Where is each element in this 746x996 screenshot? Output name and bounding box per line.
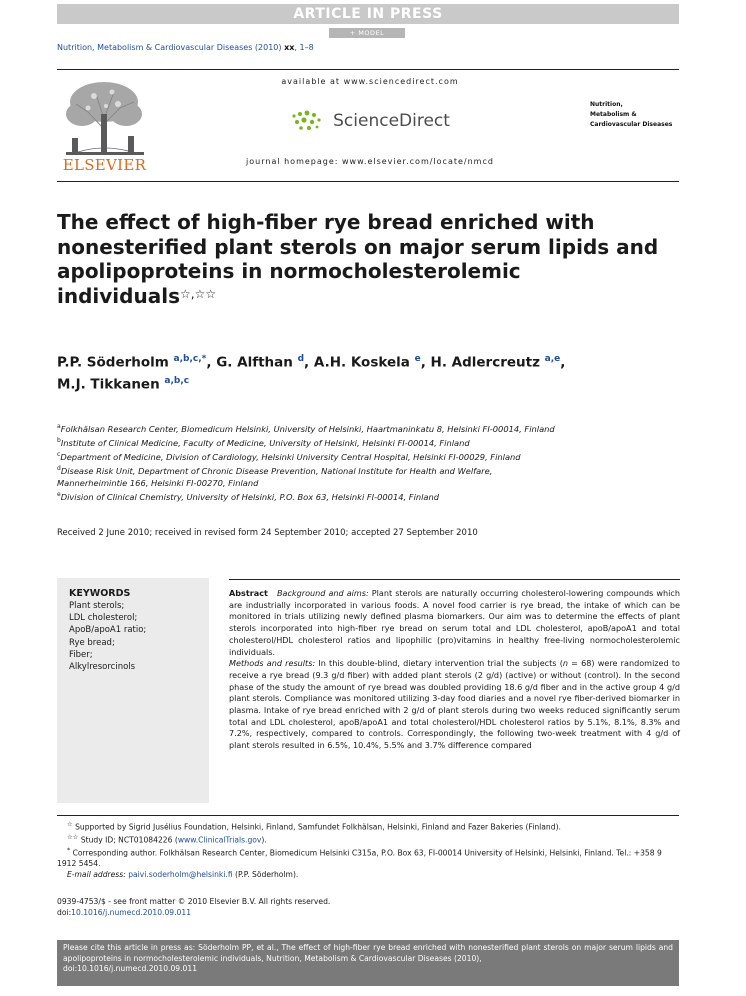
affiliation xyxy=(57,489,682,503)
abstract-background-label: Background and aims: xyxy=(276,588,369,598)
author-affil-link[interactable]: a,b,c xyxy=(164,375,190,386)
keyword: Alkylresorcinols xyxy=(69,662,136,673)
author-name: H. Adlercreutz xyxy=(430,354,540,371)
copyright-block xyxy=(57,896,679,918)
keywords-box xyxy=(57,578,209,803)
header-top-rule xyxy=(57,69,679,70)
side-journal-line: Cardiovascular Diseases xyxy=(590,121,673,128)
header-bottom-rule xyxy=(57,181,679,182)
keyword: ApoB/apoA1 ratio; xyxy=(69,625,147,636)
email-link[interactable]: paivi.soderholm@helsinki.fi xyxy=(128,869,233,879)
article-in-press-banner: ARTICLE IN PRESS xyxy=(57,4,679,24)
author-affil-link[interactable]: a,b,c,* xyxy=(173,354,207,364)
citation-text: Please cite this article in press as: Söderholm PP, et al., The effect of high-fiber rye bread enriched with nonesterified plant sterols on major serum lipids and apolipoproteins in normocholesterolemic individuals, Nutrition, Metabolism & Cardiovascular Diseases (2010), xyxy=(63,943,673,963)
author-name: A.H. Koskela xyxy=(313,354,410,371)
journal-homepage: journal homepage: www.elsevier.com/locate/nmcd xyxy=(246,157,494,166)
affiliation xyxy=(57,435,682,449)
keyword: LDL cholesterol; xyxy=(69,613,138,624)
author-affil-link[interactable]: a,e xyxy=(544,354,561,364)
abstract xyxy=(229,579,680,752)
abstract-methods-label: Methods and results: xyxy=(229,658,316,669)
available-at: available at www.sciencedirect.com xyxy=(281,77,459,86)
affiliation-key: d xyxy=(57,464,61,472)
author-separator: , xyxy=(206,354,217,371)
article-title xyxy=(57,210,667,308)
footnote-text: Corresponding author. Folkhälsan Research Center, Biomedicum Helsinki C315a, P.O. Box 63, FI-00014 University of Helsinki, Helsinki, Finland. Tel.: +358 9 1912 5454. xyxy=(57,848,662,869)
footnote-text: Supported by Sigrid Jusélius Foundation, Helsinki, Finland, Samfundet Folkhälsan, Helsinki, Finland and Fazer Bakeries (Finland). xyxy=(72,822,561,832)
email-label: E-mail address: xyxy=(67,869,126,879)
citation-box xyxy=(57,940,679,986)
footnote-mark: * xyxy=(67,847,71,855)
model-tag: + MODEL xyxy=(329,28,405,38)
journal-ref-name: Nutrition, Metabolism & Cardiovascular Diseases (2010) xyxy=(57,43,282,52)
affiliation-continued: Mannerheimintie 166, Helsinki FI-00270, Finland xyxy=(57,477,259,488)
sciencedirect-dots-icon xyxy=(290,110,324,132)
citation-doi: doi:10.1016/j.numecd.2010.09.011 xyxy=(63,964,198,974)
footnote-mark: ☆☆ xyxy=(67,834,79,842)
doi-line xyxy=(57,907,679,918)
side-journal-line: Nutrition, xyxy=(590,101,623,108)
affiliation-key: c xyxy=(57,450,61,458)
abstract-label: Abstract xyxy=(229,588,268,598)
affiliation xyxy=(57,449,682,463)
journal-ref-pages: , 1–8 xyxy=(294,43,314,52)
author-separator: , xyxy=(304,354,314,371)
footnote-corresponding xyxy=(57,846,679,870)
affiliation-key: b xyxy=(57,436,61,444)
clinicaltrials-link[interactable]: www.ClinicalTrials.gov xyxy=(177,835,262,845)
doi-link[interactable]: 10.1016/j.numecd.2010.09.011 xyxy=(71,908,192,917)
affiliation-key: e xyxy=(57,491,61,499)
author-list xyxy=(57,350,682,393)
author-separator: , xyxy=(420,354,431,371)
received-dates: Received 2 June 2010; received in revised form 24 September 2010; accepted 27 September 2010 xyxy=(57,528,478,538)
abstract-background-text: Plant sterols are naturally occurring cholesterol-lowering compounds which are industrially incorporated in various foods. A novel food carrier is rye bread, the intake of which can be monitored in trials utilizing newly defined plasma biomarkers. Our aim was to determine the effects of plant sterols incorporated into high-fiber rye bread on serum total and LDL cholesterol, apoB/apoA1 and total cholesterol/HDL cholesterol ratios and lipophilic (pro)vitamins in healthy free-living normocholesterolemic individuals. xyxy=(229,588,681,657)
copyright-line: 0939-4753/$ - see front matter © 2010 Elsevier B.V. All rights reserved. xyxy=(57,897,331,906)
author-separator: , xyxy=(560,354,566,371)
side-journal-line: Metabolism & xyxy=(590,111,637,118)
keyword: Rye bread; xyxy=(69,637,115,648)
affiliation xyxy=(57,421,682,435)
elsevier-wordmark: ELSEVIER xyxy=(62,156,147,174)
affiliation-key: a xyxy=(57,423,61,430)
author-affil-link[interactable]: e xyxy=(414,354,421,364)
side-journal-title xyxy=(590,100,685,130)
footnote-funding xyxy=(57,820,679,833)
title-footnote-marks: ☆,☆☆ xyxy=(179,286,217,301)
footnote-text: ). xyxy=(261,835,267,845)
footnote-text: Study ID; NCT01084226 ( xyxy=(78,835,178,845)
footnote-email xyxy=(57,870,679,881)
sciencedirect-name: ScienceDirect xyxy=(333,111,450,131)
footnote-mark: ☆ xyxy=(67,821,73,828)
keyword: Plant sterols; xyxy=(69,601,125,611)
footnote-rule xyxy=(57,815,679,816)
abstract-n-symbol: n xyxy=(562,658,568,669)
affiliation-text: Disease Risk Unit, Department of Chronic Disease Prevention, National Institute for Health and Welfare, xyxy=(60,465,493,476)
doi-label: doi: xyxy=(57,908,72,917)
author-name: P.P. Söderholm xyxy=(57,354,169,371)
keywords-title: KEYWORDS xyxy=(69,588,131,599)
affiliation-text: Institute of Clinical Medicine, Faculty of Medicine, University of Helsinki, Helsinki FI-00014, Finland xyxy=(60,437,470,448)
abstract-methods-text: In this double-blind, dietary intervention trial the subjects ( xyxy=(315,658,563,669)
article-title-text: The effect of high-fiber rye bread enriched with nonesterified plant sterols on major serum lipids and apolipoproteins in normocholesterolemic individuals xyxy=(57,210,659,308)
email-owner: (P.P. Söderholm). xyxy=(232,869,299,879)
sciencedirect-logo xyxy=(160,110,580,132)
journal-ref-volume: xx xyxy=(284,43,295,52)
affiliation xyxy=(57,463,682,477)
affiliation-text: Folkhälsan Research Center, Biomedicum Helsinki, University of Helsinki, Haartmaninkatu 8, Helsinki FI-00014, Finland xyxy=(60,423,555,434)
keyword: Fiber; xyxy=(69,649,93,660)
affiliation-text: Department of Medicine, Division of Cardiology, Helsinki University Central Hospital, Helsinki FI-00029, Finland xyxy=(60,451,521,462)
author-name: G. Alfthan xyxy=(216,354,293,371)
affiliation-text: Division of Clinical Chemistry, University of Helsinki, P.O. Box 63, Helsinki FI-00014, Finland xyxy=(60,491,440,502)
footnotes xyxy=(57,820,679,881)
footnote-study-id xyxy=(57,833,679,846)
author-affil-link[interactable]: d xyxy=(297,354,305,364)
journal-reference xyxy=(57,43,314,52)
affiliations xyxy=(57,421,682,503)
abstract-methods-text-cont: = 68) were randomized to receive a rye bread (9.3 g/d fiber) with added plant sterols (2 g/d) (active) or without (control). In the second phase of the study the amount of rye bread was doubled providing 18.6 g/d fiber and in the active group 4 g/d plant sterols. Compliance was monitored utilizing 3-day food diaries and a novel rye fiber-derived biomarker in plasma. Intake of rye bread enriched with 2 g/d of plant sterols during two weeks reduced significantly serum total and LDL cholesterol, apoB/apoA1 and total cholesterol/HDL cholesterol ratios by 5.1%, 8.1%, 8.3% and 7.2%, respectively, compared to controls. Correspondingly, the following two-week treatment with 4 g/d of plant sterols resulted in 6.5%, 10.4%, 5.5% and 3.7% difference compared xyxy=(229,658,680,751)
author-name: M.J. Tikkanen xyxy=(57,376,160,392)
